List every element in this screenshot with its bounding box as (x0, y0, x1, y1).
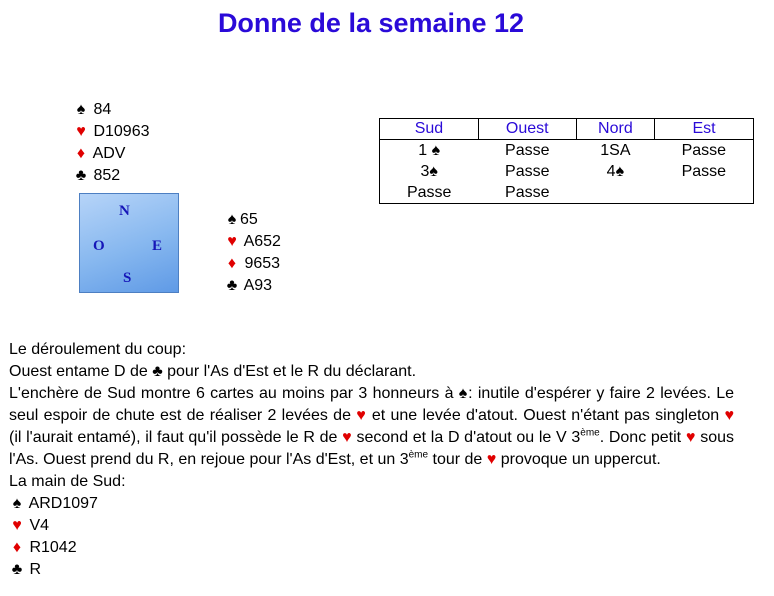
header-nord: Nord (576, 119, 654, 140)
compass-east: E (152, 238, 163, 254)
diamond-icon: ♦ (76, 145, 86, 162)
north-clubs (73, 165, 150, 187)
narrative-paragraph: L'enchère de Sud montre 6 cartes au moins par 3 honneurs à ♠: inutile d'espérer y faire 2 levées. Le seul espoir de chute est de réaliser 2 levées de ♥ et une levée d'atout. Ouest n'étant pas singleton ♥ (il l'aurait entamé), il faut qu'il possède le R de ♥ second et la D d'atout ou le V 3ème. Donc petit ♥ sous l'As. Ouest prend du R, en rejoue pour l'As d'Est, et un 3ème tour de ♥ provoque un uppercut. (9, 385, 735, 468)
heart-icon: ♥ (685, 429, 696, 446)
club-icon: ♣ (226, 277, 238, 294)
heart-icon: ♥ (342, 429, 352, 446)
south-hand-heading: La main de Sud: (9, 473, 126, 490)
north-clubs-cards: 852 (93, 167, 121, 184)
east-spades-cards: 65 (240, 211, 258, 228)
south-diamonds (9, 537, 734, 559)
south-hand (9, 493, 734, 581)
club-icon: ♣ (11, 561, 23, 578)
east-hearts-cards: A652 (243, 233, 281, 250)
header-ouest: Ouest (478, 119, 576, 140)
south-diamonds-cards: R1042 (29, 539, 77, 556)
diamond-icon: ♦ (227, 255, 237, 272)
south-spades-cards: ARD1097 (28, 495, 98, 512)
heart-icon: ♥ (227, 233, 237, 250)
bid-cell: Passe (655, 140, 754, 162)
compass-south: S (123, 270, 132, 286)
bid-cell: Passe (505, 141, 550, 159)
bid-cell (655, 182, 754, 204)
north-diamonds (73, 143, 150, 165)
bid-cell: 4♠ (606, 162, 625, 180)
spade-icon: ♠ (12, 495, 22, 512)
narrative (9, 339, 734, 581)
north-diamonds-cards: ADV (92, 145, 126, 162)
bidding-row (380, 161, 754, 182)
heart-icon: ♥ (12, 517, 22, 534)
heart-icon: ♥ (724, 407, 734, 424)
south-hearts-cards: V4 (29, 517, 50, 534)
bid-cell: Passe (655, 161, 754, 182)
east-clubs-cards: A93 (243, 277, 273, 294)
bid-cell: Passe (478, 182, 576, 204)
heart-icon: ♥ (486, 451, 497, 468)
narrative-heading: Le déroulement du coup: (9, 341, 187, 358)
diamond-icon: ♦ (12, 539, 22, 556)
bidding-row (380, 182, 754, 204)
club-icon: ♣ (75, 167, 87, 184)
heart-icon: ♥ (356, 407, 367, 424)
north-hearts (73, 121, 150, 143)
east-hand (224, 209, 281, 297)
south-spades (9, 493, 734, 515)
bid-cell: Passe (380, 182, 479, 204)
bidding-header-row (380, 119, 754, 140)
spade-icon: ♠ (76, 101, 86, 118)
bidding-row (380, 140, 754, 162)
club-icon: ♣ (152, 363, 163, 380)
east-diamonds-cards: 9653 (244, 255, 281, 272)
bidding-table (379, 118, 754, 204)
spade-icon: ♠ (458, 385, 469, 402)
east-diamonds (224, 253, 281, 275)
header-sud: Sud (380, 119, 479, 140)
page-title: Donne de la semaine 12 (217, 8, 525, 38)
south-hearts (9, 515, 734, 537)
bid-cell (576, 182, 654, 204)
south-clubs-cards: R (29, 561, 42, 578)
bid-cell: 1 ♠ (380, 140, 479, 162)
header-est: Est (655, 119, 754, 140)
narrative-opening-lead: Ouest entame D de ♣ pour l'As d'Est et le R du déclarant. (9, 363, 417, 380)
east-clubs (224, 275, 281, 297)
north-hearts-cards: D10963 (93, 123, 150, 140)
bid-cell: 3♠ (380, 161, 479, 182)
heart-icon: ♥ (76, 123, 86, 140)
compass-box (79, 193, 179, 293)
north-spades (73, 99, 150, 121)
east-hearts (224, 231, 281, 253)
east-spades (224, 209, 281, 231)
south-clubs (9, 559, 734, 581)
compass-north: N (119, 203, 130, 219)
bid-cell: Passe (505, 162, 550, 180)
bid-cell: 1SA (600, 141, 631, 159)
spade-icon: ♠ (227, 211, 237, 228)
compass-west: O (93, 238, 105, 254)
north-spades-cards: 84 (93, 101, 112, 118)
north-hand (73, 99, 150, 187)
